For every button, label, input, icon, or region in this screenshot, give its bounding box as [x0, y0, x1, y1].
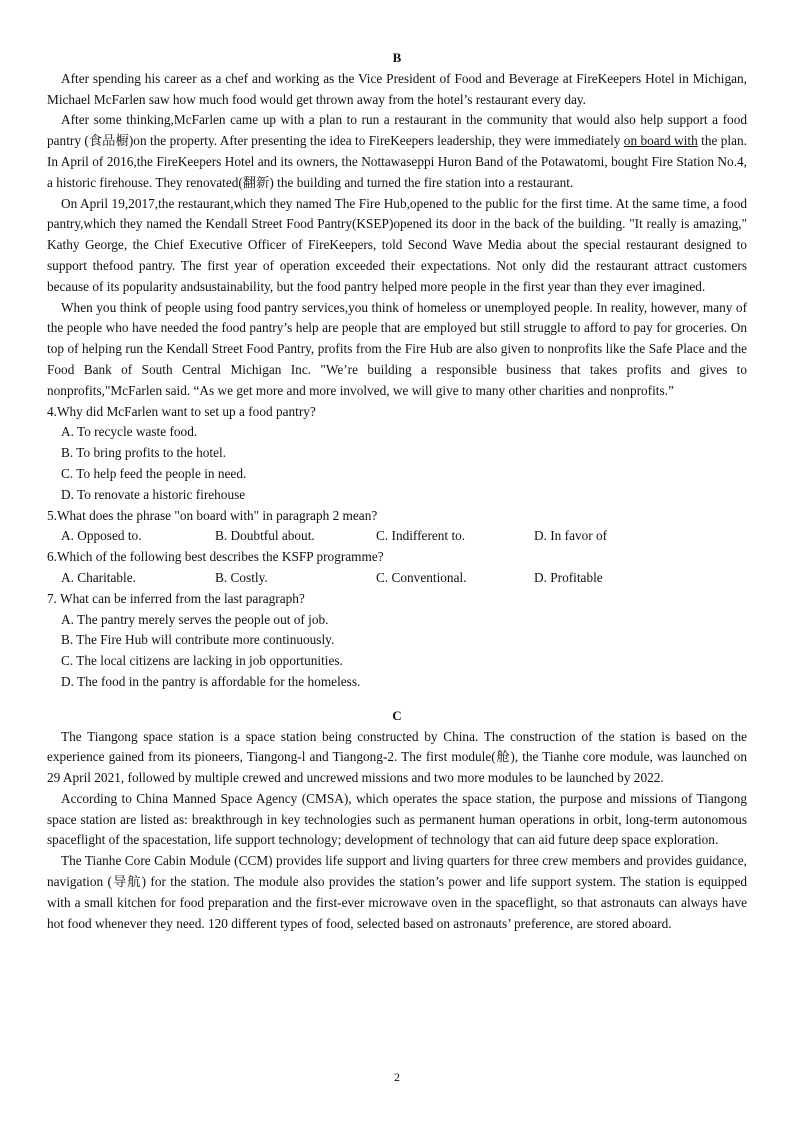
question-7-option-b: B. The Fire Hub will contribute more continuously.: [61, 632, 335, 648]
question-6-option-d: D. Profitable: [534, 569, 603, 585]
question-5-option-d: D. In favor of: [534, 528, 608, 544]
question-7-stem: 7. What can be inferred from the last paragraph?: [47, 590, 305, 606]
question-4-option-a: A. To recycle waste food.: [61, 424, 198, 440]
question-4-option-b: B. To bring profits to the hotel.: [61, 445, 227, 461]
section-c-paragraph-1: The Tiangong space station is a space station being constructed by China. The construction of the station is based on the experience gained from its pioneers, Tiangong-l and Tiangong-2. The first module(舱), the Tianhe core module, was launched on 29 April 2021, followed by multiple crewed and uncrewed missions and two more modules to be launched by 2022.: [47, 728, 747, 786]
question-5-option-b: B. Doubtful about.: [215, 528, 315, 544]
question-7-option-a: A. The pantry merely serves the people out of job.: [61, 611, 329, 627]
question-6-options: [47, 568, 747, 589]
section-b-paragraph-4: When you think of people using food pantry services,you think of homeless or unemployed people. In reality, however, many of the people who have needed the food pantry’s help are people that are employed but still struggle to afford to pay for groceries. On top of helping run the Kendall Street Food Pantry, profits from the Fire Hub are also given to nonprofits like the Safe Place and the Food Bank of South Central Michigan Inc. "We’re building a responsible business that takes profits and gives to nonprofits,"McFarlen said. “As we get more and more involved, we will give to many other charities and nonprofits.”: [47, 299, 747, 398]
question-6-option-b: B. Costly.: [215, 569, 268, 585]
question-5-stem: 5.What does the phrase "on board with" in paragraph 2 mean?: [47, 507, 378, 523]
section-b-paragraph-2: [47, 110, 747, 193]
question-6-option-a: A. Charitable.: [61, 569, 136, 585]
paragraph-2-text-b: the plan. In April of 2016,the FireKeepers Hotel and its owners, the Nottawaseppi Huron Band of the Potawatomi, bought Fire Station No.4, a historic firehouse. They renovated(翻新) the building and turned the fire station into a restaurant.: [47, 133, 747, 190]
question-6-stem: 6.Which of the following best describes the KSFP programme?: [47, 549, 384, 565]
paragraph-2-text-a: After some thinking,McFarlen came up with a plan to run a restaurant in the community that would also help support a food pantry (食品橱)on the property. After presenting the idea to FireKeepers leadership, they were immediately: [47, 112, 747, 149]
exam-page: [47, 48, 747, 934]
question-5-options: [47, 526, 747, 547]
section-b-paragraph-1: After spending his career as a chef and working as the Vice President of Food and Beverage at FireKeepers Hotel in Michigan, Michael McFarlen saw how much food would get thrown away from the hotel’s restaurant every day.: [47, 70, 747, 107]
question-5-option-c: C. Indifferent to.: [376, 528, 466, 544]
section-c-paragraph-3: The Tianhe Core Cabin Module (CCM) provides life support and living quarters for three crew members and provides guidance, navigation (导航) for the station. The module also provides the station’s power and life support system. The station is equipped with a small kitchen for food preparation and the first-ever microwave oven in the spaceflight, so that astronauts can always have hot food whenever they need. 120 different types of food, selected based on astronauts’ preference, are stored aboard.: [47, 853, 747, 931]
question-7-option-d: D. The food in the pantry is affordable for the homeless.: [61, 673, 361, 689]
question-4-stem: 4.Why did McFarlen want to set up a food pantry?: [47, 403, 316, 419]
section-c-paragraph-2: According to China Manned Space Agency (CMSA), which operates the space station, the purpose and missions of Tiangong space station are listed as: breakthrough in key technologies such as permanent human operations in orbit, long-term autonomous spaceflight of the spacestation, life support technology; development of technology that can aid future deep space exploration.: [47, 790, 747, 848]
question-7-option-c: C. The local citizens are lacking in job opportunities.: [61, 653, 343, 669]
question-4-option-d: D. To renovate a historic firehouse: [61, 486, 246, 502]
section-c-title: C: [392, 707, 402, 723]
question-4-option-c: C. To help feed the people in need.: [61, 465, 247, 481]
page-number: 2: [394, 1070, 400, 1084]
underlined-phrase: on board with: [623, 133, 698, 149]
question-6-option-c: C. Conventional.: [376, 569, 467, 585]
question-5-option-a: A. Opposed to.: [61, 528, 142, 544]
section-spacer: [47, 693, 747, 706]
section-b-paragraph-3: On April 19,2017,the restaurant,which they named The Fire Hub,opened to the public for the first time. At the same time, a food pantry,which they named the Kendall Street Food Pantry(KSEP)opened its door in the back of the building. "It really is amazing," Kathy George, the Chief Executive Officer of FireKeepers, told Second Wave Media about the special restaurant designed to support thefood pantry. The first year of operation exceeded their expectations. Not only did the restaurant attract customers because of its popularity andsustainability, but the food pantry helped more people in the first year than they ever imagined.: [47, 195, 747, 294]
section-b-title: B: [392, 50, 402, 65]
